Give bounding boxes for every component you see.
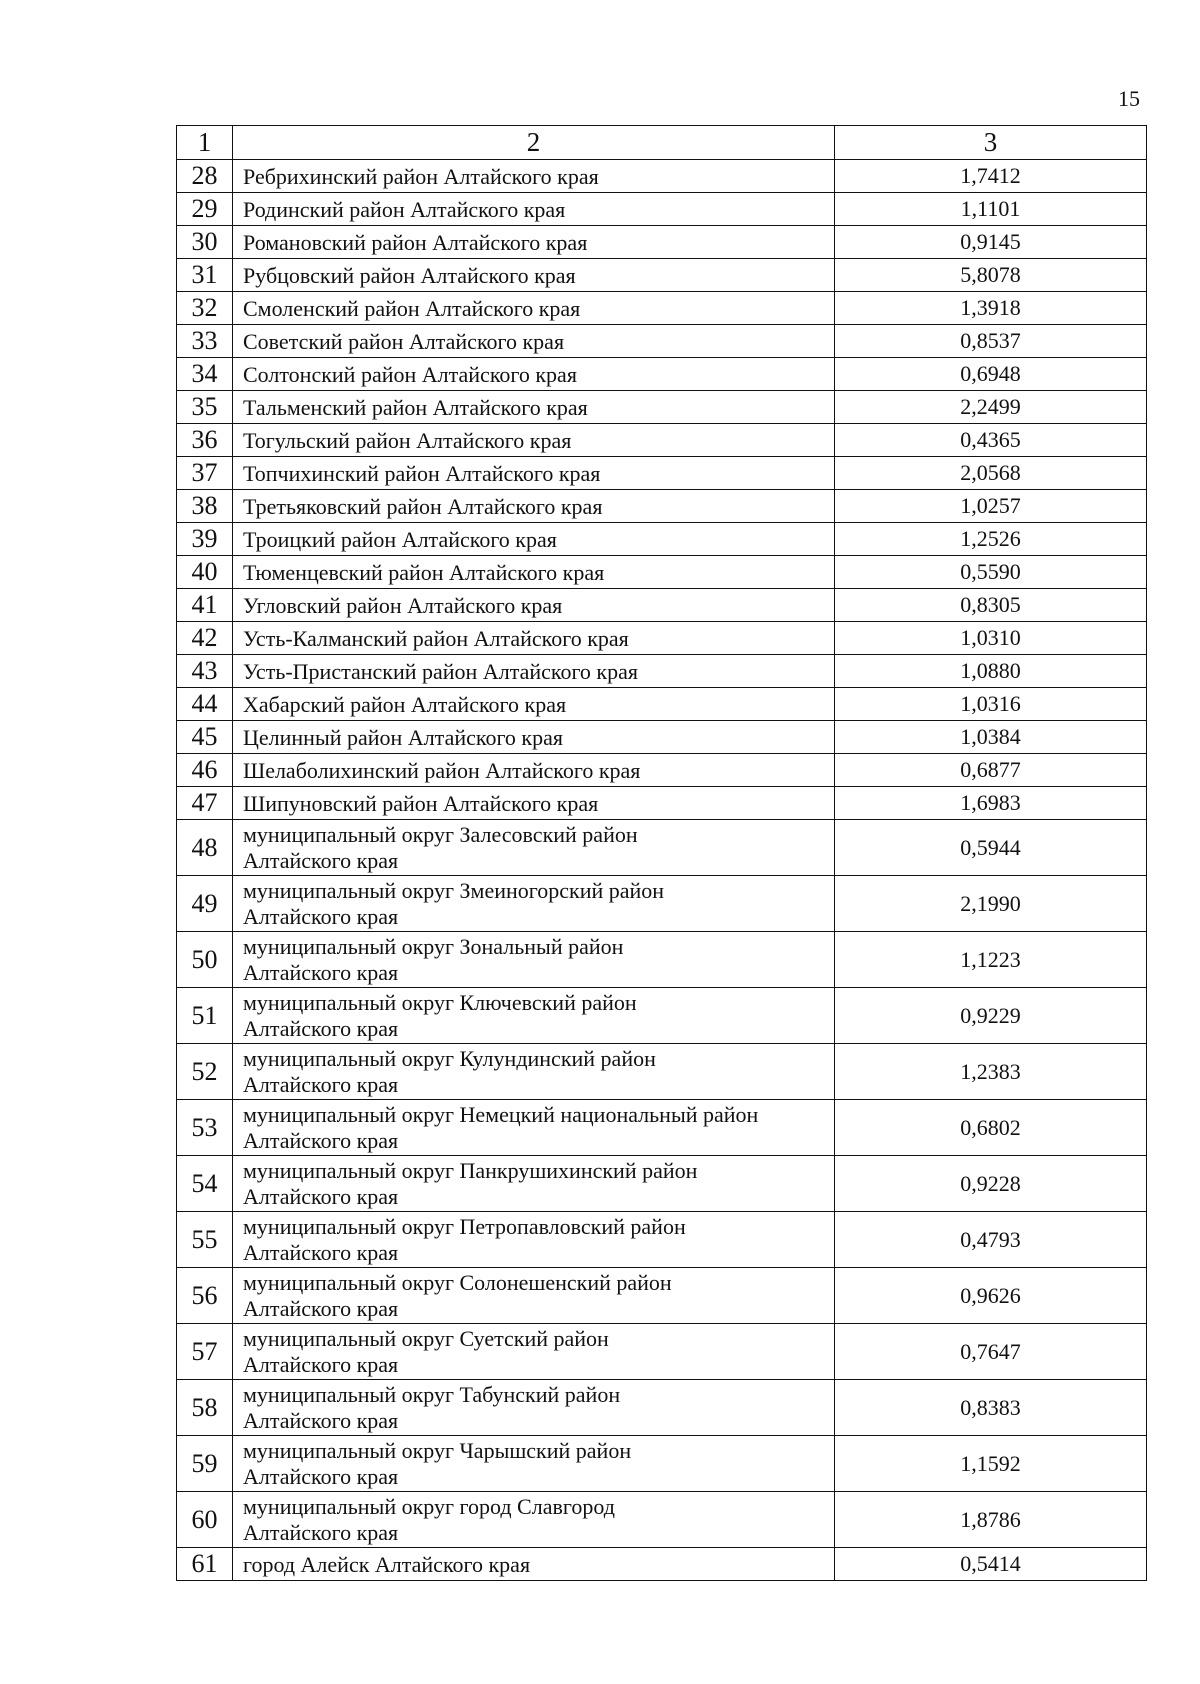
row-name [233, 1380, 835, 1436]
row-name-line1: муниципальный округ Ключевский район [243, 989, 637, 1015]
table-row [177, 1436, 1147, 1492]
row-number: 56 [177, 1268, 233, 1324]
row-name: Целинный район Алтайского края [233, 721, 835, 754]
row-value: 0,6802 [835, 1100, 1147, 1156]
table-body [177, 126, 1147, 1581]
table-row [177, 721, 1147, 754]
table-row [177, 1044, 1147, 1100]
row-value: 0,7647 [835, 1324, 1147, 1380]
row-name: Романовский район Алтайского края [233, 226, 835, 259]
row-name: Троицкий район Алтайского края [233, 523, 835, 556]
page-number: 15 [1118, 86, 1140, 111]
row-name: Шипуновский район Алтайского края [233, 787, 835, 820]
row-name-line2: Алтайского края [243, 1519, 399, 1545]
row-name [233, 932, 835, 988]
table-row [177, 193, 1147, 226]
row-name-line2: Алтайского края [243, 1071, 399, 1097]
row-number: 60 [177, 1492, 233, 1548]
row-name: Третьяковский район Алтайского края [233, 490, 835, 523]
table-row [177, 226, 1147, 259]
row-value: 1,1101 [835, 193, 1147, 226]
table-row [177, 391, 1147, 424]
table-row [177, 622, 1147, 655]
row-value: 0,4365 [835, 424, 1147, 457]
row-name-line1: муниципальный округ Змеиногорский район [243, 877, 665, 903]
row-name-line1: муниципальный округ Немецкий национальный район [243, 1101, 759, 1127]
row-name: Родинский район Алтайского края [233, 193, 835, 226]
table-row [177, 1492, 1147, 1548]
table-row [177, 1548, 1147, 1581]
table-row [177, 589, 1147, 622]
row-number: 48 [177, 820, 233, 876]
header-cell-value: 3 [835, 126, 1147, 160]
row-value: 0,6877 [835, 754, 1147, 787]
row-value: 0,9626 [835, 1268, 1147, 1324]
row-value: 1,0880 [835, 655, 1147, 688]
row-value: 1,0384 [835, 721, 1147, 754]
table-row [177, 1100, 1147, 1156]
table-row [177, 876, 1147, 932]
row-value: 2,0568 [835, 457, 1147, 490]
row-value: 5,8078 [835, 259, 1147, 292]
row-name: Тогульский район Алтайского края [233, 424, 835, 457]
table-row [177, 1156, 1147, 1212]
row-name-line2: Алтайского края [243, 1463, 399, 1489]
row-name-line1: муниципальный округ Панкрушихинский район [243, 1157, 698, 1183]
row-name: Топчихинский район Алтайского края [233, 457, 835, 490]
row-number: 37 [177, 457, 233, 490]
row-number: 40 [177, 556, 233, 589]
row-name [233, 1268, 835, 1324]
row-name: Советский район Алтайского края [233, 325, 835, 358]
row-value: 0,8383 [835, 1380, 1147, 1436]
table-row [177, 655, 1147, 688]
row-number: 34 [177, 358, 233, 391]
row-value: 2,2499 [835, 391, 1147, 424]
row-value: 0,9228 [835, 1156, 1147, 1212]
row-number: 50 [177, 932, 233, 988]
row-name [233, 1100, 835, 1156]
row-number: 33 [177, 325, 233, 358]
header-cell-name: 2 [233, 126, 835, 160]
table-header-row [177, 126, 1147, 160]
row-number: 39 [177, 523, 233, 556]
row-number: 35 [177, 391, 233, 424]
row-name: Тальменский район Алтайского края [233, 391, 835, 424]
coefficients-table [176, 125, 1147, 1581]
table-row [177, 259, 1147, 292]
row-value: 0,5414 [835, 1548, 1147, 1581]
table-row [177, 820, 1147, 876]
row-value: 1,6983 [835, 787, 1147, 820]
row-name: Рубцовский район Алтайского края [233, 259, 835, 292]
row-name [233, 1324, 835, 1380]
row-name-line1: муниципальный округ Залесовский район [243, 821, 638, 847]
row-name: Солтонский район Алтайского края [233, 358, 835, 391]
table-row [177, 754, 1147, 787]
row-name-line2: Алтайского края [243, 1127, 399, 1153]
row-name-line1: муниципальный округ Чарышский район [243, 1437, 632, 1463]
row-name [233, 876, 835, 932]
table-row [177, 292, 1147, 325]
row-name [233, 1436, 835, 1492]
row-name: Усть-Калманский район Алтайского края [233, 622, 835, 655]
row-name-line2: Алтайского края [243, 847, 399, 873]
row-name-line1: муниципальный округ Суетский район [243, 1325, 609, 1351]
row-name: Усть-Пристанский район Алтайского края [233, 655, 835, 688]
row-number: 44 [177, 688, 233, 721]
table-row [177, 556, 1147, 589]
table-row [177, 325, 1147, 358]
row-number: 59 [177, 1436, 233, 1492]
row-name-line1: муниципальный округ Кулундинский район [243, 1045, 656, 1071]
row-name: Хабарский район Алтайского края [233, 688, 835, 721]
row-name-line2: Алтайского края [243, 1295, 399, 1321]
row-value: 1,7412 [835, 160, 1147, 193]
row-number: 43 [177, 655, 233, 688]
row-name-line2: Алтайского края [243, 903, 399, 929]
row-value: 1,3918 [835, 292, 1147, 325]
table-row [177, 988, 1147, 1044]
row-name: Угловский район Алтайского края [233, 589, 835, 622]
row-value: 1,1592 [835, 1436, 1147, 1492]
row-number: 61 [177, 1548, 233, 1581]
row-name: Ребрихинский район Алтайского края [233, 160, 835, 193]
row-value: 1,2526 [835, 523, 1147, 556]
table-row [177, 688, 1147, 721]
table-row [177, 358, 1147, 391]
row-number: 52 [177, 1044, 233, 1100]
row-value: 0,4793 [835, 1212, 1147, 1268]
row-number: 45 [177, 721, 233, 754]
table-row [177, 1380, 1147, 1436]
row-number: 29 [177, 193, 233, 226]
row-number: 53 [177, 1100, 233, 1156]
row-number: 55 [177, 1212, 233, 1268]
row-name-line2: Алтайского края [243, 1351, 399, 1377]
row-name [233, 1044, 835, 1100]
row-value: 1,0316 [835, 688, 1147, 721]
row-number: 54 [177, 1156, 233, 1212]
row-number: 51 [177, 988, 233, 1044]
row-number: 47 [177, 787, 233, 820]
table-row [177, 523, 1147, 556]
row-value: 0,9229 [835, 988, 1147, 1044]
row-name-line2: Алтайского края [243, 1407, 399, 1433]
row-name [233, 1212, 835, 1268]
table-row [177, 1324, 1147, 1380]
row-name-line1: муниципальный округ Табунский район [243, 1381, 621, 1407]
row-name-line1: муниципальный округ Петропавловский район [243, 1213, 686, 1239]
row-value: 0,5590 [835, 556, 1147, 589]
row-number: 57 [177, 1324, 233, 1380]
row-value: 0,6948 [835, 358, 1147, 391]
row-value: 1,2383 [835, 1044, 1147, 1100]
row-name [233, 1156, 835, 1212]
row-name [233, 820, 835, 876]
row-number: 30 [177, 226, 233, 259]
row-number: 42 [177, 622, 233, 655]
header-cell-number: 1 [177, 126, 233, 160]
row-value: 0,9145 [835, 226, 1147, 259]
row-name-line1: муниципальный округ город Славгород [243, 1493, 615, 1519]
row-value: 1,0310 [835, 622, 1147, 655]
row-value: 2,1990 [835, 876, 1147, 932]
row-name: Тюменцевский район Алтайского края [233, 556, 835, 589]
row-value: 1,0257 [835, 490, 1147, 523]
table-row [177, 490, 1147, 523]
row-value: 1,8786 [835, 1492, 1147, 1548]
row-number: 46 [177, 754, 233, 787]
row-value: 1,1223 [835, 932, 1147, 988]
row-number: 38 [177, 490, 233, 523]
row-number: 41 [177, 589, 233, 622]
row-name [233, 1492, 835, 1548]
row-number: 32 [177, 292, 233, 325]
row-name-line2: Алтайского края [243, 1015, 399, 1041]
row-name-line2: Алтайского края [243, 1183, 399, 1209]
row-name: город Алейск Алтайского края [233, 1548, 835, 1581]
row-number: 49 [177, 876, 233, 932]
table-row [177, 1268, 1147, 1324]
table-row [177, 787, 1147, 820]
row-name: Смоленский район Алтайского края [233, 292, 835, 325]
row-number: 36 [177, 424, 233, 457]
row-name-line1: муниципальный округ Зональный район [243, 933, 624, 959]
row-name [233, 988, 835, 1044]
row-name-line2: Алтайского края [243, 959, 399, 985]
row-name-line1: муниципальный округ Солонешенский район [243, 1269, 672, 1295]
row-number: 31 [177, 259, 233, 292]
row-name: Шелаболихинский район Алтайского края [233, 754, 835, 787]
row-number: 58 [177, 1380, 233, 1436]
row-value: 0,5944 [835, 820, 1147, 876]
row-number: 28 [177, 160, 233, 193]
table-row [177, 457, 1147, 490]
table-row [177, 932, 1147, 988]
table-row [177, 160, 1147, 193]
row-value: 0,8537 [835, 325, 1147, 358]
row-value: 0,8305 [835, 589, 1147, 622]
table-row [177, 424, 1147, 457]
row-name-line2: Алтайского края [243, 1239, 399, 1265]
table-row [177, 1212, 1147, 1268]
